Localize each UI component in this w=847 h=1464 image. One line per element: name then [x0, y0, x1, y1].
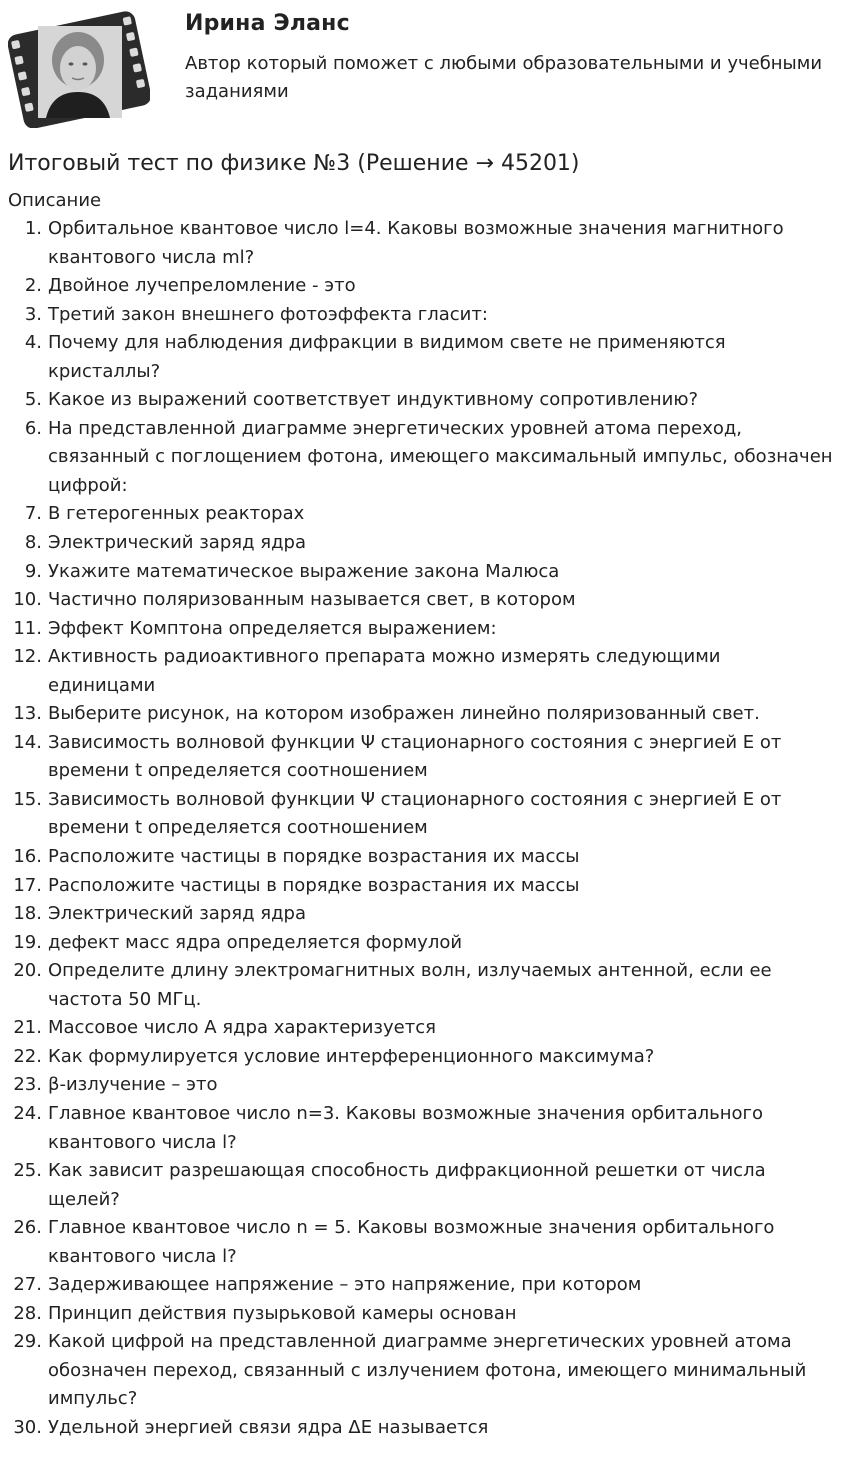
question-text: Орбитальное квантовое число l=4. Каковы возможные значения магнитного квантового числа ml?: [48, 218, 784, 268]
question-number: 6.: [24, 417, 42, 439]
question-item: [0, 1014, 847, 1043]
question-item: [0, 415, 847, 501]
question-item: [0, 1043, 847, 1072]
question-number: 19.: [13, 931, 42, 953]
question-text: Главное квантовое число n=3. Каковы возможные значения орбитального квантового числа l?: [48, 1102, 763, 1153]
question-item: [0, 700, 847, 729]
question-item: [0, 957, 847, 1014]
question-number: 27.: [13, 1274, 42, 1296]
question-number: 7.: [24, 503, 42, 525]
question-text: Расположите частицы в порядке возрастания их массы: [48, 846, 580, 868]
question-number: 21.: [13, 1017, 42, 1039]
question-number: 24.: [13, 1102, 42, 1124]
author-description: Автор который поможет с любыми образовательными и учебными заданиями: [185, 53, 823, 102]
question-number: 2.: [24, 275, 42, 297]
question-text: Эффект Комптона определяется выражением:: [48, 617, 497, 639]
question-text: β-излучение – это: [48, 1074, 218, 1096]
question-text: Зависимость волновой функции Ψ стационарного состояния с энергией Е от времени t определяется соотношением: [48, 731, 782, 782]
question-text: Задерживающее напряжение – это напряжение, при котором: [48, 1274, 642, 1296]
question-item: [0, 586, 847, 615]
question-text: Главное квантовое число n = 5. Каковы возможные значения орбитального квантового числа l?: [48, 1217, 775, 1267]
question-item: [0, 500, 847, 529]
question-text: дефект масс ядра определяется формулой: [48, 931, 463, 953]
question-item: [0, 272, 847, 301]
question-item: [0, 1414, 847, 1443]
question-text: Как формулируется условие интерференционного максимума?: [48, 1045, 655, 1067]
question-text: На представленной диаграмме энергетических уровней атома переход, связанный с поглощением фотона, имеющего максимальный импульс, обозначен цифрой:: [48, 417, 833, 496]
question-text: Двойное лучепреломление - это: [48, 275, 356, 297]
question-number: 1.: [24, 218, 42, 239]
question-text: Принцип действия пузырьковой камеры основан: [48, 1302, 517, 1324]
question-number: 8.: [24, 532, 42, 554]
question-text: В гетерогенных реакторах: [48, 503, 305, 525]
question-item: [0, 558, 847, 587]
description-label: Описание: [8, 190, 102, 211]
question-item: [0, 215, 847, 272]
question-item: [0, 615, 847, 644]
question-item: [0, 843, 847, 872]
question-text: Укажите математическое выражение закона Малюса: [48, 560, 560, 582]
question-number: 5.: [24, 389, 42, 411]
question-text: Зависимость волновой функции Ψ стационарного состояния с энергией Е от времени t определяется соотношением: [48, 788, 782, 839]
question-item: [0, 1271, 847, 1300]
question-number: 29.: [13, 1331, 42, 1353]
question-number: 20.: [13, 960, 42, 982]
question-item: [0, 1214, 847, 1271]
question-item: [0, 900, 847, 929]
question-number: 14.: [13, 731, 42, 753]
question-number: 30.: [13, 1416, 42, 1438]
question-item: [0, 386, 847, 415]
question-number: 11.: [13, 617, 42, 639]
question-number: 28.: [13, 1302, 42, 1324]
question-number: 25.: [13, 1160, 42, 1182]
question-text: Выберите рисунок, на котором изображен линейно поляризованный свет.: [48, 703, 760, 725]
question-text: Электрический заряд ядра: [48, 903, 306, 925]
question-number: 26.: [13, 1217, 42, 1239]
question-item: [0, 786, 847, 843]
question-item: [0, 1100, 847, 1157]
author-name[interactable]: Ирина Эланс: [185, 11, 350, 36]
question-item: [0, 929, 847, 958]
question-item: [0, 329, 847, 386]
question-number: 12.: [13, 646, 42, 668]
question-item: [0, 1300, 847, 1329]
question-text: Почему для наблюдения дифракции в видимом свете не применяются кристаллы?: [48, 332, 726, 382]
question-text: Активность радиоактивного препарата можно измерять следующими единицами: [48, 646, 721, 696]
question-number: 22.: [13, 1045, 42, 1067]
question-item: [0, 1157, 847, 1214]
author-avatar[interactable]: [8, 8, 150, 128]
question-text: Определите длину электромагнитных волн, излучаемых антенной, если ее частота 50 МГц.: [48, 960, 772, 1010]
question-item: [0, 729, 847, 786]
question-number: 9.: [24, 560, 42, 582]
author-header: [0, 0, 847, 140]
question-text: Электрический заряд ядра: [48, 532, 306, 554]
question-text: Как зависит разрешающая способность дифракционной решетки от числа щелей?: [48, 1160, 766, 1210]
question-number: 13.: [13, 703, 42, 725]
question-list: [0, 215, 847, 1443]
page-title: Итоговый тест по физике №3 (Решение → 45201): [8, 151, 580, 176]
question-number: 3.: [24, 303, 42, 325]
question-item: [0, 872, 847, 901]
question-number: 16.: [13, 846, 42, 868]
question-number: 10.: [13, 589, 42, 611]
question-item: [0, 1328, 847, 1414]
question-item: [0, 301, 847, 330]
question-text: Частично поляризованным называется свет, в котором: [48, 589, 576, 611]
question-text: Третий закон внешнего фотоэффекта гласит:: [48, 303, 488, 325]
question-item: [0, 529, 847, 558]
question-number: 18.: [13, 903, 42, 925]
question-number: 4.: [24, 332, 42, 354]
question-number: 15.: [13, 788, 42, 810]
question-item: [0, 643, 847, 700]
question-text: Удельной энергией связи ядра ΔЕ называется: [48, 1416, 489, 1438]
question-text: Какой цифрой на представленной диаграмме энергетических уровней атома обозначен переход, связанный с излучением фотона, имеющего минимальный импульс?: [48, 1331, 807, 1410]
question-number: 17.: [13, 874, 42, 896]
question-number: 23.: [13, 1074, 42, 1096]
question-text: Какое из выражений соответствует индуктивному сопротивлению?: [48, 389, 699, 411]
question-text: Расположите частицы в порядке возрастания их массы: [48, 874, 580, 896]
question-text: Массовое число А ядра характеризуется: [48, 1017, 436, 1039]
question-item: [0, 1071, 847, 1100]
